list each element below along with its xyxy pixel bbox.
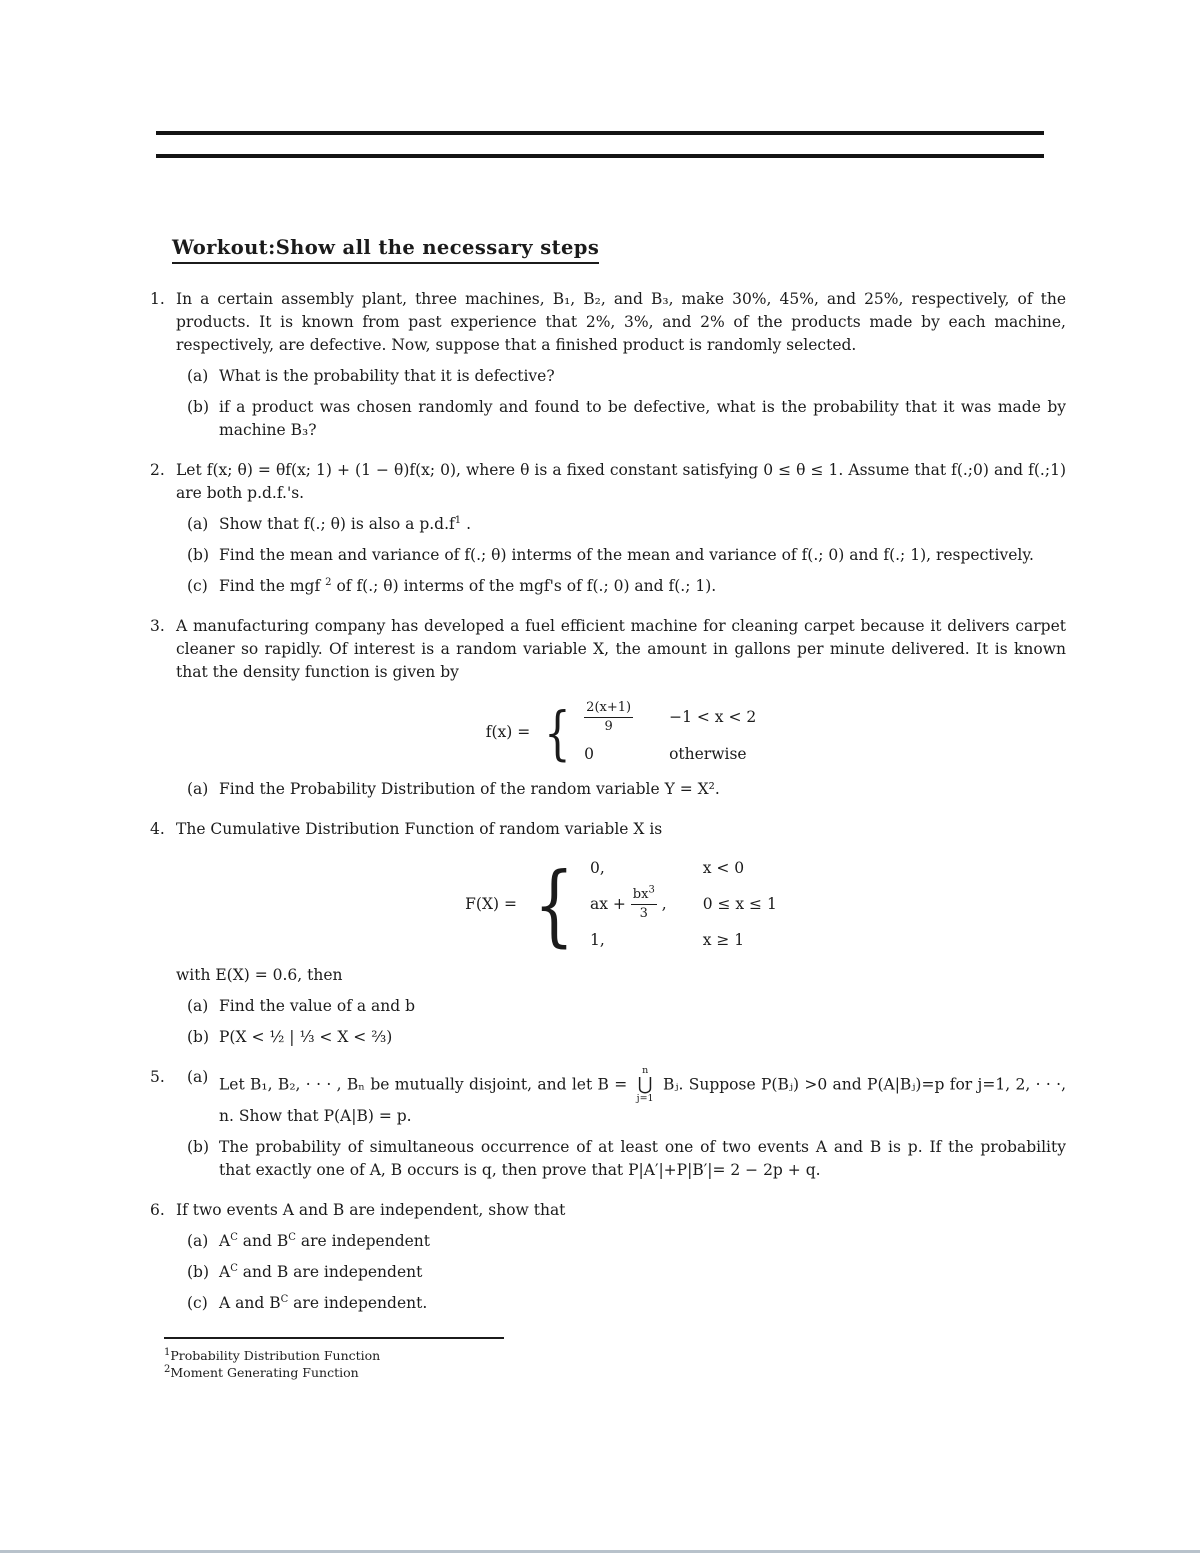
part-label: (a) [187, 779, 209, 798]
problem-body [176, 818, 1066, 1050]
fraction-denominator: 3 [639, 905, 648, 921]
part-label: (a) [187, 997, 209, 1015]
problem-number: 1. [150, 290, 165, 308]
union-lower-limit: j=1 [636, 1093, 654, 1105]
cases-body [584, 700, 756, 766]
part-label: (c) [187, 1293, 208, 1312]
case-condition: x ≥ 1 [702, 931, 745, 949]
problem-number: 6. [150, 1200, 165, 1219]
problem-body [176, 1199, 1066, 1315]
case-value: 1, [589, 931, 605, 949]
fraction-denominator: 9 [604, 719, 613, 735]
case-value-suffix: , [661, 894, 667, 913]
problem-2-part-a [176, 513, 1066, 536]
case-condition: −1 < x < 2 [669, 708, 757, 727]
cases-brace: { [533, 852, 575, 956]
problem-3-part-a [176, 778, 1066, 801]
part-text-pre: Let B₁, B₂, · · · , Bₙ be mutually disjoint, and let B = [219, 1075, 628, 1094]
problem-body [176, 459, 1066, 598]
part-text: Show that f(.; θ) is also a $p.d.f^1$ . [219, 514, 471, 533]
part-text: Find the mgf $^2$ of f(.; θ) interms of the mgf's of f(.; 0) and f(.; 1). [219, 576, 717, 595]
cases-brace: { [544, 698, 572, 767]
problem-6-part-c [176, 1292, 1066, 1315]
problem-4-part-a [176, 995, 1066, 1018]
part-text: Find the value of a and b [219, 997, 416, 1015]
part-text: $A^C$ and $B^C$ are independent [219, 1231, 431, 1250]
part-text: P(X < ½ | ⅓ < X < ⅔) [219, 1028, 393, 1046]
part-text: Find the mean and variance of f(.; θ) interms of the mean and variance of f(.; 0) and f(.; 1), respectively. [219, 546, 1034, 564]
problem-number: 4. [150, 819, 165, 838]
footnotes [150, 1337, 1066, 1381]
part-text: Find the Probability Distribution of the random variable Y = X². [219, 779, 720, 798]
fraction-numerator: 2(x+1) [584, 700, 633, 718]
problem-2-part-c [176, 575, 1066, 598]
case-condition: 0 ≤ x ≤ 1 [702, 894, 777, 913]
cdf-formula [176, 852, 1066, 956]
union-upper-limit: n [642, 1065, 649, 1076]
problem-2-part-b [176, 544, 1066, 567]
problem-1-part-b [176, 396, 1066, 442]
problem-5 [150, 1066, 1066, 1182]
part-text: What is the probability that it is defective? [219, 367, 555, 385]
problem-body [176, 615, 1066, 801]
part-label: (a) [187, 1231, 209, 1250]
problem-1-part-a [176, 365, 1066, 388]
problem-number: 3. [150, 617, 165, 635]
density-function-formula [176, 700, 1066, 766]
part-label: (b) [187, 1028, 210, 1046]
top-double-rule-lower [156, 154, 1044, 158]
problem-number: 2. [150, 461, 165, 479]
part-label: (c) [187, 577, 208, 595]
problem-text: In a certain assembly plant, three machines, B₁, B₂, and B₃, make 30%, 45%, and 25%, respectively, of the products. It is known from past experience that 2%, 3%, and 2% of the products made by each machine, respectively, are defective. Now, suppose that a finished product is randomly selected. [176, 290, 1066, 354]
document-content [150, 236, 1066, 1381]
problem-6 [150, 1199, 1066, 1315]
problem-6-part-b [176, 1261, 1066, 1284]
part-text: The probability of simultaneous occurrence of at least one of two events A and B is p. If the probability that exactly one of A, B occurs is q, then prove that P|A′|+P|B′|= 2 − 2p + q. [219, 1137, 1066, 1179]
problem-3 [150, 615, 1066, 801]
problem-text-continued: with E(X) = 0.6, then [176, 966, 343, 984]
case-value-prefix: ax + [589, 894, 631, 913]
problem-4-part-b [176, 1026, 1066, 1049]
part-text: $A^C$ and B are independent [219, 1262, 423, 1281]
case-value: 0 [584, 744, 595, 763]
problem-body [176, 1066, 1066, 1182]
part-text-post: Bⱼ. Suppose P(Bⱼ) >0 and P(A|Bⱼ)=p for j=1, 2, · · ·, n. Show that P(A|B) = p. [219, 1075, 1067, 1125]
problem-4 [150, 818, 1066, 1050]
footnote-1: $^1$Probability Distribution Function [164, 1346, 381, 1363]
part-text: A and $B^C$ are independent. [219, 1293, 428, 1312]
part-label: (a) [187, 367, 209, 385]
problem-text: If two events A and B are independent, show that [176, 1200, 566, 1219]
formula-lhs: F(X) = [465, 894, 517, 913]
part-label: (b) [187, 398, 210, 416]
part-text [219, 1066, 1066, 1128]
problem-1 [150, 288, 1066, 442]
problem-text: A manufacturing company has developed a fuel efficient machine for cleaning carpet because it delivers carpet cleaner so rapidly. Of interest is a random variable X, the amount in gallons per minute delivered. It is known that the density function is given by [176, 617, 1066, 681]
part-label: (b) [187, 1262, 210, 1281]
page-title: Workout:Show all the necessary steps [172, 236, 599, 264]
footnote-rule [164, 1337, 504, 1339]
part-text: if a product was chosen randomly and found to be defective, what is the probability that it was made by machine B₃? [219, 398, 1066, 439]
formula-lhs: f(x) = [485, 723, 531, 742]
part-label: (b) [187, 546, 210, 564]
problem-2 [150, 459, 1066, 598]
part-label: (a) [187, 515, 209, 533]
fraction-numerator: $bx^3$ [631, 887, 657, 905]
fraction [631, 884, 657, 923]
problem-text: The Cumulative Distribution Function of random variable X is [176, 819, 663, 838]
case-value [589, 884, 667, 923]
problem-number: 5. [150, 1068, 165, 1086]
case-value [584, 700, 633, 736]
problem-text: Let f(x; θ) = θf(x; 1) + (1 − θ)f(x; 0), where θ is a fixed constant satisfying 0 ≤ θ ≤ 1. Assume that f(.;0) and f(.;1) are both p.d.f.'s. [176, 461, 1066, 502]
part-label: (a) [187, 1068, 209, 1086]
case-value: 0, [589, 858, 605, 877]
union-symbol: ⋃ [637, 1074, 653, 1096]
problem-5-part-a [176, 1066, 1066, 1128]
footnote-2: $^2$Moment Generating Function [164, 1363, 359, 1380]
cases-body [590, 857, 777, 953]
problem-6-part-a [176, 1230, 1066, 1253]
case-condition: otherwise [669, 744, 747, 763]
top-double-rule-upper [156, 131, 1044, 135]
problem-body [176, 288, 1066, 442]
union-operator [637, 1066, 654, 1105]
case-condition: x < 0 [702, 858, 745, 877]
part-label: (b) [187, 1137, 210, 1156]
problem-5-part-b [176, 1136, 1066, 1182]
fraction [584, 700, 633, 736]
